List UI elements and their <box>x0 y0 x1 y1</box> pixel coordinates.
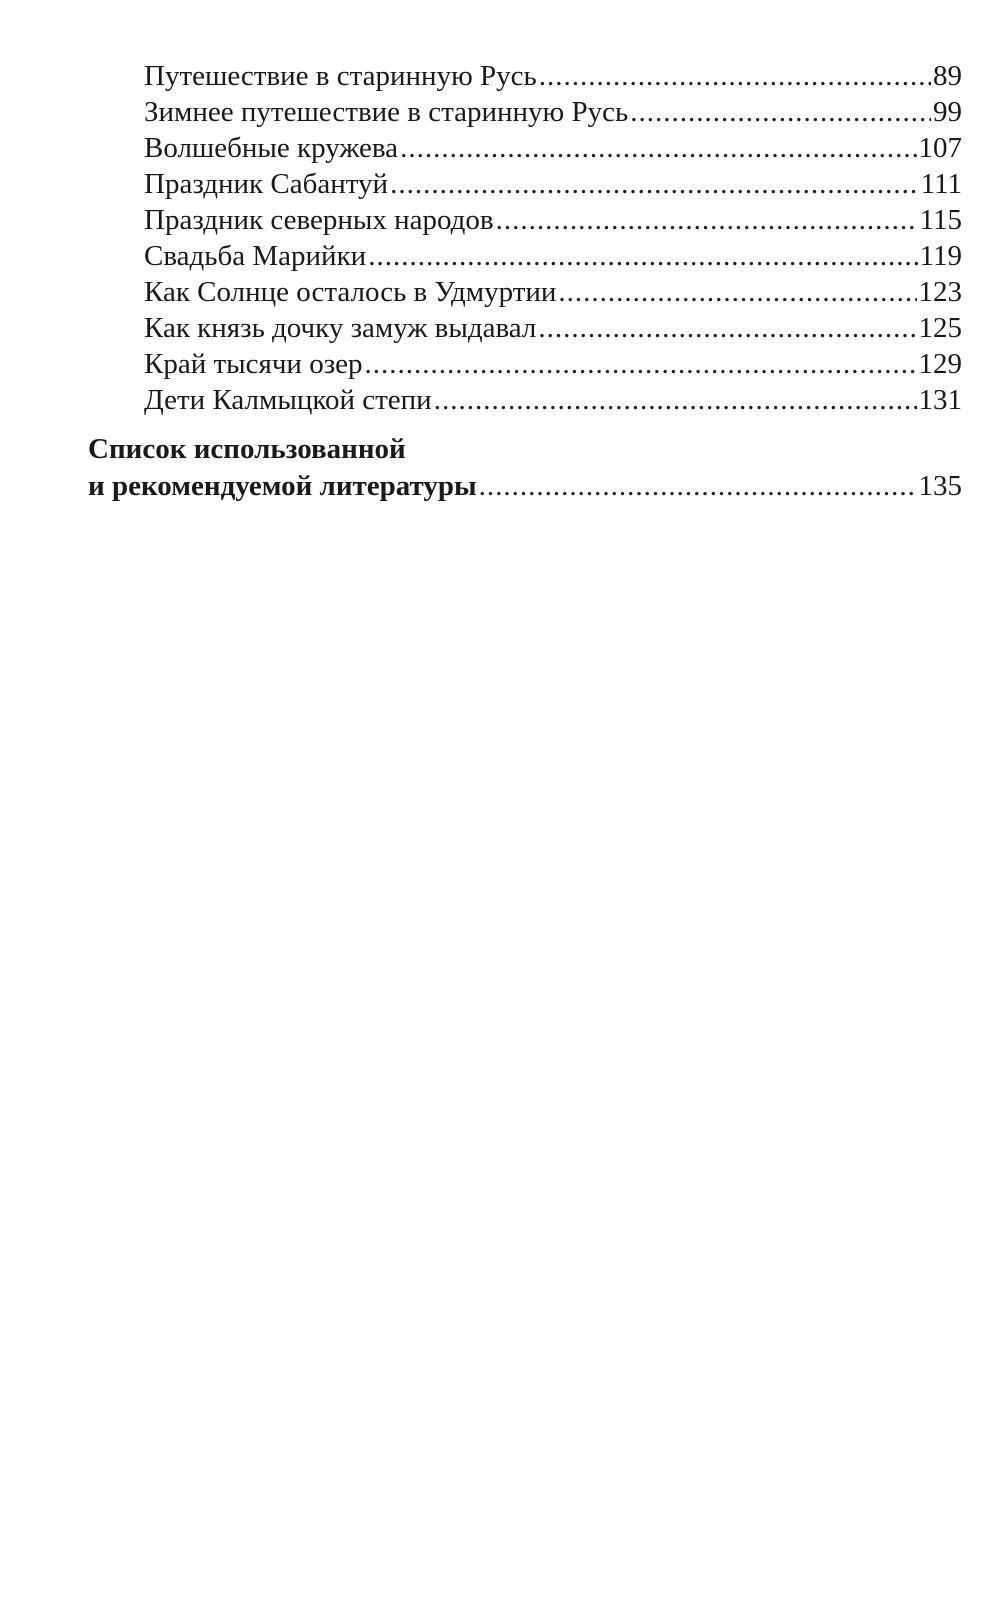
toc-entry-title: Свадьба Марийки <box>144 240 367 272</box>
toc-entry-title: Праздник северных народов <box>144 204 494 236</box>
toc-entry-page: 111 <box>920 168 962 200</box>
toc-entry <box>88 468 962 504</box>
toc-entry-page: 107 <box>918 132 962 164</box>
dot-leader <box>390 166 919 202</box>
toc-entry <box>88 94 962 130</box>
toc-entry-page: 125 <box>918 312 962 344</box>
dot-leader <box>479 468 917 504</box>
toc-entry-page: 129 <box>918 348 962 380</box>
toc-entry-page: 119 <box>919 240 962 272</box>
dot-leader <box>538 310 916 346</box>
toc-entry-title: Путешествие в старинную Русь <box>144 60 537 92</box>
toc-entry <box>88 130 962 166</box>
dot-leader <box>539 58 931 94</box>
toc-entry-title: Край тысячи озер <box>144 348 363 380</box>
toc-entry <box>88 202 962 238</box>
toc-entry-title: Зимнее путешествие в старинную Русь <box>144 96 629 128</box>
bibliography-title-line2: и рекомендуемой литературы <box>88 470 477 502</box>
dot-leader <box>630 94 931 130</box>
toc-section-bibliography <box>88 430 962 504</box>
toc-entry <box>88 238 962 274</box>
toc-entry <box>88 346 962 382</box>
toc-entry <box>88 274 962 310</box>
toc-entry <box>88 310 962 346</box>
toc-entry-title: Праздник Сабантуй <box>144 168 389 200</box>
dot-leader <box>496 202 918 238</box>
toc-entry <box>88 58 962 94</box>
toc-entry-page: 89 <box>933 60 962 92</box>
toc-entry-title: Как князь дочку замуж выдавал <box>144 312 537 344</box>
toc-entry <box>88 166 962 202</box>
dot-leader <box>434 382 917 418</box>
toc-entry-page: 135 <box>918 470 962 502</box>
toc-entry-page: 131 <box>918 384 962 416</box>
dot-leader <box>400 130 916 166</box>
toc-entry-page: 99 <box>933 96 962 128</box>
bibliography-title-line1: Список использованной <box>88 433 406 465</box>
toc-entry-title: Дети Калмыцкой степи <box>144 384 432 416</box>
toc-entry-title: Как Солнце осталось в Удмуртии <box>144 276 557 308</box>
table-of-contents <box>88 58 962 504</box>
toc-entry-page: 115 <box>919 204 962 236</box>
toc-entry <box>88 382 962 418</box>
dot-leader <box>368 238 917 274</box>
toc-entry-title: Волшебные кружева <box>144 132 399 164</box>
dot-leader <box>558 274 916 310</box>
toc-entry-page: 123 <box>918 276 962 308</box>
dot-leader <box>365 346 917 382</box>
